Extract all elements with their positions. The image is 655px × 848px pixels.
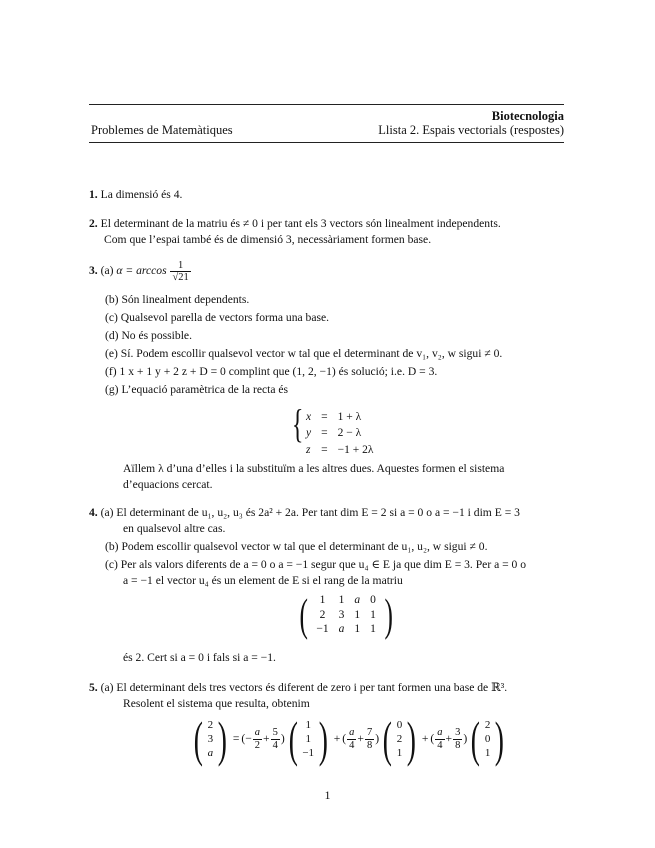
fraction-numerator: a xyxy=(349,727,355,739)
equation-var: x xyxy=(306,411,312,423)
fraction-denominator: 8 xyxy=(455,739,461,751)
item-label: (a) xyxy=(100,506,114,519)
item-label: (g) xyxy=(105,383,119,396)
equation-sign: = xyxy=(321,443,328,456)
header-rule-bottom xyxy=(89,142,564,143)
matrix-cell: 1 xyxy=(370,608,376,621)
matrix-cell: 3 xyxy=(338,608,345,621)
vector-cell: 1 xyxy=(305,718,311,731)
equation-rhs: 1 + λ xyxy=(337,411,362,423)
right-paren: ) xyxy=(406,711,417,767)
fraction-denominator: √21 xyxy=(172,272,189,284)
matrix-cell: 1 xyxy=(338,593,345,606)
fraction-denominator: 8 xyxy=(366,739,373,751)
problem-4-c-after: és 2. Cert si a = 0 i fals si a = −1. xyxy=(123,651,276,664)
item-label: (b) xyxy=(105,540,119,553)
fraction-numerator: 1 xyxy=(177,260,184,271)
problem-3-d xyxy=(105,328,192,344)
problem-number: 5. xyxy=(89,681,98,694)
fraction-denominator: 2 xyxy=(254,739,261,751)
coef-close: ) xyxy=(375,731,380,745)
problem-4-c-line-2: a = −1 el vector u₄ és un element de E si el rang de la matriu xyxy=(123,574,403,587)
parametric-system xyxy=(300,408,379,459)
vector-cell: −1 xyxy=(302,747,315,760)
equation-sign: = xyxy=(321,411,328,423)
matrix-cell: a xyxy=(354,593,361,606)
coef-open: ( xyxy=(342,731,347,745)
equation-sign: = xyxy=(321,427,328,440)
left-paren: ( xyxy=(193,711,203,767)
equation-var: y xyxy=(306,427,312,440)
coef-close: ) xyxy=(280,731,285,745)
problem-number: 1. xyxy=(89,188,98,201)
matrix xyxy=(296,589,396,640)
problem-3-e xyxy=(105,346,502,362)
coef-open: ( xyxy=(430,731,435,745)
problem-4-c xyxy=(105,557,526,573)
vector-cell: 0 xyxy=(396,718,403,731)
problem-number: 4. xyxy=(89,506,98,519)
vector-cell: 2 xyxy=(396,732,403,745)
problem-3-g-after-line-1: Aïllem λ d’una d’elles i la substituïm a les altres dues. Aquestes formen el sistema xyxy=(123,462,505,475)
problem-3-f xyxy=(105,364,437,380)
fraction xyxy=(170,260,190,283)
header-sheet-title: Llista 2. Espais vectorials (respostes) xyxy=(378,123,564,137)
problem-3-a xyxy=(89,260,192,283)
matrix-cell: 1 xyxy=(370,623,376,636)
item-label: (e) xyxy=(105,347,118,360)
vector-cell: 1 xyxy=(305,732,311,745)
problem-2 xyxy=(89,216,501,232)
problem-5-a xyxy=(89,680,507,696)
problem-text: La dimensió és 4. xyxy=(100,188,183,201)
vector-1 xyxy=(301,718,315,761)
header-course: Problemes de Matemàtiques xyxy=(91,123,233,137)
item-text-line: El determinant de u₁, u₂, u₃ és 2a² + 2a. Per tant dim E = 2 si a = 0 o a = −1 i dim E = 3 xyxy=(116,506,520,519)
problem-4-a-line-2: en qualsevol altre cas. xyxy=(123,522,226,535)
problem-3-b xyxy=(105,292,249,308)
item-text: Qualsevol parella de vectors forma una base. xyxy=(120,311,330,324)
matrix-cell: 2 xyxy=(319,608,326,621)
equation-rhs: −1 + 2λ xyxy=(337,443,374,456)
equation-row xyxy=(302,443,377,457)
left-paren: ( xyxy=(382,711,392,767)
vector-cell: 1 xyxy=(396,747,403,760)
fraction xyxy=(253,727,262,750)
left-paren: ( xyxy=(288,711,298,767)
vector-equation xyxy=(190,711,508,767)
coef-plus: + xyxy=(263,731,270,745)
coef-close: ) xyxy=(463,731,468,745)
fraction-numerator: 5 xyxy=(272,727,278,739)
item-label: (d) xyxy=(105,329,119,342)
header-subject: Biotecnologia xyxy=(491,109,564,123)
matrix-cell: a xyxy=(338,623,345,636)
item-label: (c) xyxy=(105,558,118,571)
item-label: (a) xyxy=(100,681,114,694)
problem-number: 3. xyxy=(89,264,98,278)
problem-2-line-2: Com que l’espai també és de dimensió 3, necessàriament formen base. xyxy=(104,233,432,246)
coef-plus: + xyxy=(357,731,364,745)
plus-sign: + xyxy=(333,731,341,745)
matrix-cell: −1 xyxy=(316,623,329,636)
fraction xyxy=(453,727,462,750)
vector-cell: a xyxy=(207,747,214,760)
equals-sign: = xyxy=(232,731,240,745)
item-text: Podem escollir qualsevol vector w tal que el determinant de u₁, u₂, w sigui ≠ 0. xyxy=(121,540,488,553)
equation-row xyxy=(302,426,377,440)
vector-2 xyxy=(396,718,404,761)
item-label: (a) xyxy=(100,264,114,278)
item-text: 1 x + 1 y + 2 z + D = 0 complint que (1, 2, −1) és solució; i.e. D = 3. xyxy=(119,365,438,378)
matrix-row xyxy=(311,622,381,637)
matrix-cell: 0 xyxy=(370,593,376,606)
problem-4-b xyxy=(105,539,487,555)
vector-cell: 0 xyxy=(484,732,491,745)
right-paren: ) xyxy=(384,589,393,640)
vector-3 xyxy=(484,718,492,761)
fraction xyxy=(365,727,374,750)
right-paren: ) xyxy=(495,711,505,767)
coef-plus: + xyxy=(445,731,453,745)
vector-cell: 1 xyxy=(484,747,491,760)
right-paren: ) xyxy=(318,711,328,767)
item-text: Sí. Podem escollir qualsevol vector w tal que el determinant de v₁, v₂, w sigui ≠ 0. xyxy=(120,347,503,360)
item-text: No és possible. xyxy=(121,329,192,342)
equation-row xyxy=(302,410,377,424)
fraction-denominator: 4 xyxy=(272,739,278,751)
problem-3-c xyxy=(105,310,329,326)
fraction-numerator: 3 xyxy=(455,727,461,739)
problem-number: 2. xyxy=(89,217,98,230)
fraction-numerator: 7 xyxy=(366,727,373,739)
left-paren: ( xyxy=(470,711,481,767)
fraction-denominator: 4 xyxy=(437,739,443,751)
plus-sign: + xyxy=(421,731,429,745)
fraction-numerator: a xyxy=(254,727,261,739)
equation-var: z xyxy=(306,443,311,456)
matrix-row xyxy=(311,608,381,623)
coef-open: (− xyxy=(241,731,252,745)
page-number: 1 xyxy=(324,788,331,802)
vector-left xyxy=(207,718,215,761)
fraction xyxy=(347,727,356,750)
item-text-line: Per als valors diferents de a = 0 o a = −1 segur que u₄ ∈ E ja que dim E = 3. Per a = 0 o xyxy=(120,558,527,571)
left-paren: ( xyxy=(299,589,308,640)
item-text-line: El determinant dels tres vectors és diferent de zero i per tant formen una base de ℝ³. xyxy=(116,681,508,694)
problem-3-g xyxy=(105,382,288,398)
matrix-row xyxy=(311,593,381,608)
left-brace: { xyxy=(291,401,304,446)
item-label: (b) xyxy=(105,293,119,306)
problem-text-line: El determinant de la matriu és ≠ 0 i per tant els 3 vectors són linealment independents. xyxy=(100,217,501,230)
problem-5-a-line-2: Resolent el sistema que resulta, obtenim xyxy=(123,697,310,710)
item-text: Són linealment dependents. xyxy=(121,293,250,306)
fraction xyxy=(271,727,280,750)
matrix-cell: 1 xyxy=(319,593,326,606)
item-text: L’equació paramètrica de la recta és xyxy=(121,383,289,396)
matrix-cell: 1 xyxy=(354,623,361,636)
item-label: (c) xyxy=(105,311,118,324)
matrix-grid xyxy=(311,593,381,638)
item-text: α = arccos xyxy=(116,264,167,278)
problem-3-g-after-line-2: d’equacions cercat. xyxy=(123,478,213,491)
problem-4-a xyxy=(89,505,520,521)
vector-cell: 2 xyxy=(207,718,214,731)
item-label: (f) xyxy=(105,365,117,378)
vector-cell: 2 xyxy=(484,718,491,731)
equation-rhs: 2 − λ xyxy=(337,427,362,440)
fraction xyxy=(435,727,444,750)
right-paren: ) xyxy=(217,711,228,767)
fraction-numerator: a xyxy=(437,727,443,739)
matrix-cell: 1 xyxy=(354,608,361,621)
problem-1 xyxy=(89,187,182,203)
vector-cell: 3 xyxy=(207,732,214,745)
header-rule-top xyxy=(89,104,564,105)
fraction-denominator: 4 xyxy=(349,739,355,751)
